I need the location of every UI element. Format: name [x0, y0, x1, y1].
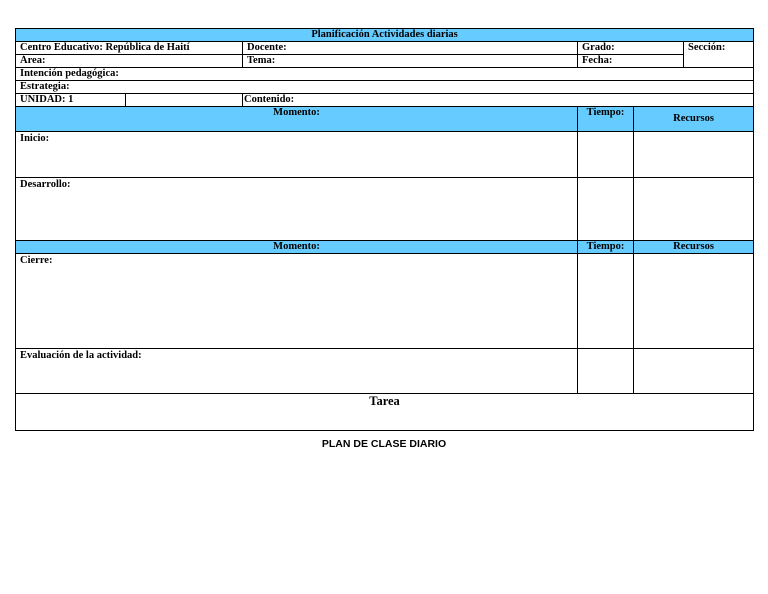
unidad-field[interactable]: UNIDAD: 1	[16, 94, 126, 107]
unidad-value-cell[interactable]	[126, 94, 243, 107]
tarea-cell[interactable]: Tarea	[16, 394, 754, 431]
grado-field[interactable]: Grado:	[578, 42, 684, 55]
intencion-pedagogica-field[interactable]: Intención pedagógica:	[16, 68, 754, 81]
inicio-recursos-cell[interactable]	[634, 132, 754, 178]
cierre-recursos-cell[interactable]	[634, 254, 754, 349]
contenido-field[interactable]: Contenido:	[243, 94, 754, 107]
tema-field[interactable]: Tema:	[243, 55, 578, 68]
desarrollo-recursos-cell[interactable]	[634, 178, 754, 241]
cierre-cell[interactable]: Cierre:	[16, 254, 578, 349]
footer-caption: PLAN DE CLASE DIARIO	[321, 438, 447, 450]
tiempo-header-2: Tiempo:	[578, 241, 634, 254]
momento-header: Momento:	[16, 107, 578, 132]
evaluacion-tiempo-cell[interactable]	[578, 349, 634, 394]
cierre-tiempo-cell[interactable]	[578, 254, 634, 349]
estrategia-field[interactable]: Estrategia:	[16, 81, 754, 94]
recursos-header-2: Recursos	[634, 241, 754, 254]
plan-title: Planificación Actividades diarias	[16, 29, 754, 42]
inicio-cell[interactable]: Inicio:	[16, 132, 578, 178]
plan-table	[15, 28, 754, 431]
desarrollo-tiempo-cell[interactable]	[578, 178, 634, 241]
centro-educativo-field[interactable]: Centro Educativo: República de Haití	[16, 42, 243, 55]
inicio-tiempo-cell[interactable]	[578, 132, 634, 178]
evaluacion-recursos-cell[interactable]	[634, 349, 754, 394]
momento-header-2: Momento:	[16, 241, 578, 254]
docente-field[interactable]: Docente:	[243, 42, 578, 55]
evaluacion-cell[interactable]: Evaluación de la actividad:	[16, 349, 578, 394]
tiempo-header: Tiempo:	[578, 107, 634, 132]
area-field[interactable]: Área:	[16, 55, 243, 68]
seccion-field[interactable]: Sección:	[684, 42, 754, 68]
lesson-plan-sheet	[15, 28, 753, 431]
desarrollo-cell[interactable]: Desarrollo:	[16, 178, 578, 241]
fecha-field[interactable]: Fecha:	[578, 55, 684, 68]
recursos-header: Recursos	[634, 107, 754, 132]
